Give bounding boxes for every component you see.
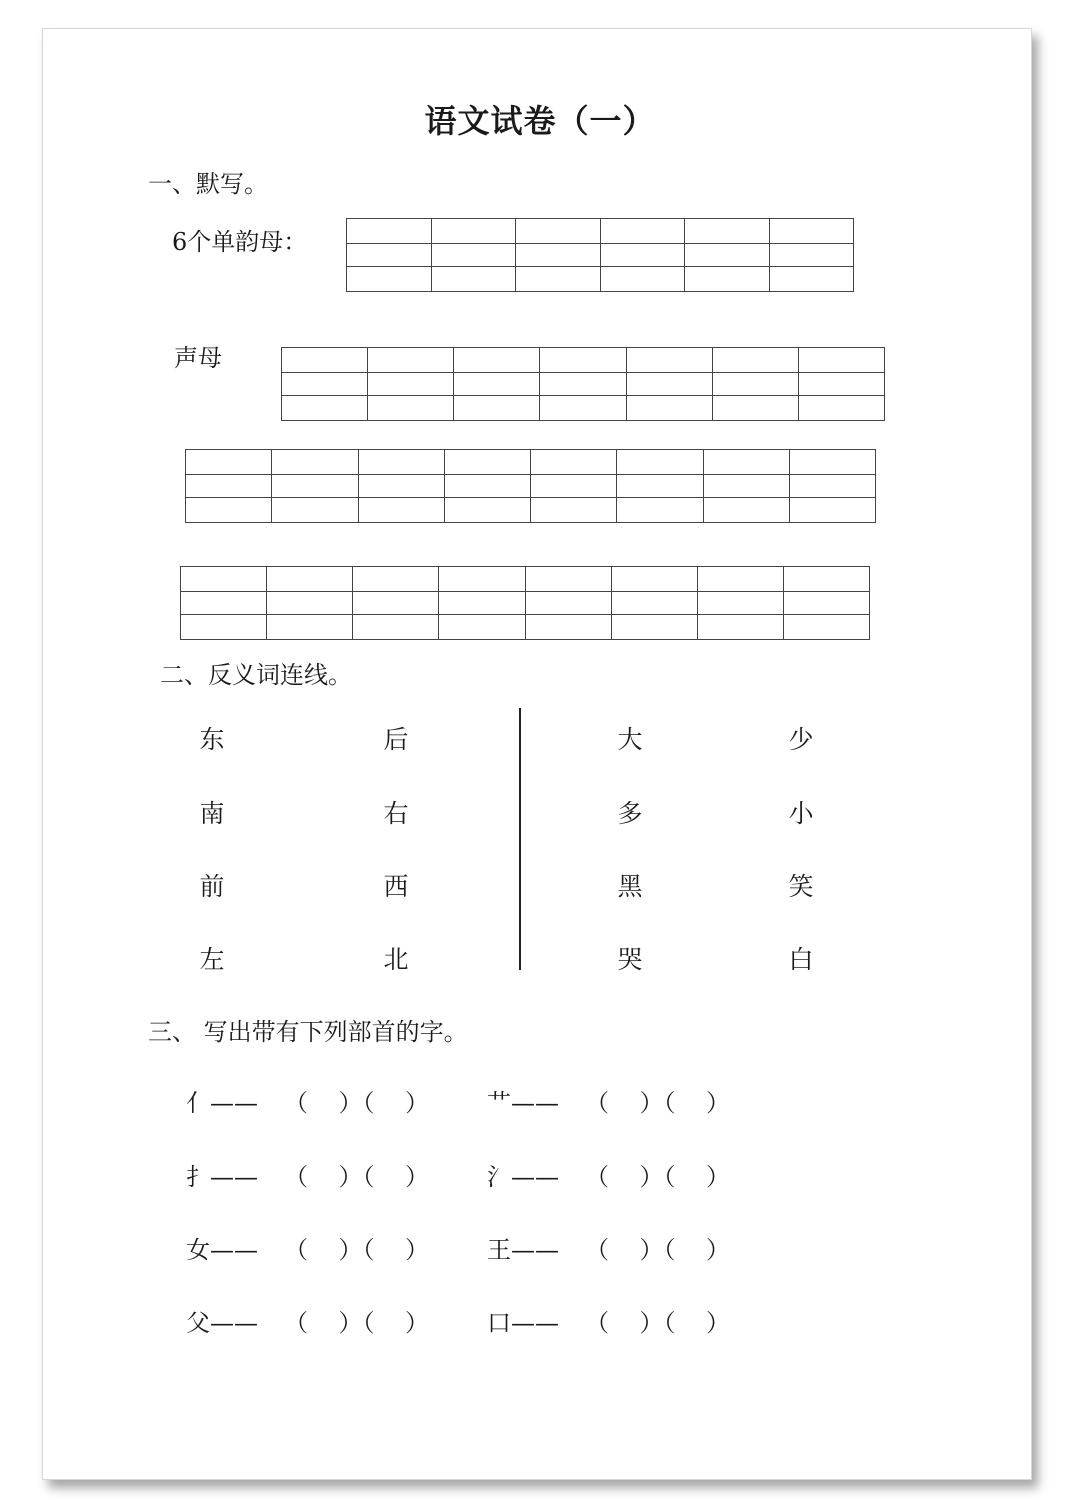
- word-left-a-2[interactable]: 前: [199, 872, 225, 901]
- answer-blank-right-3[interactable]: （ ）（ ）: [585, 1309, 731, 1337]
- word-left-b-0[interactable]: 后: [383, 725, 409, 754]
- grid-cell[interactable]: [181, 615, 267, 640]
- grid-cell[interactable]: [798, 373, 884, 396]
- grid-cell[interactable]: [798, 348, 884, 373]
- grid-cell[interactable]: [347, 219, 432, 244]
- divider-line: [519, 708, 521, 970]
- section-1-heading: 一、默写。: [148, 170, 268, 198]
- initials-writing-grid-1[interactable]: [281, 347, 885, 421]
- grid-row: [186, 450, 876, 475]
- grid-cell[interactable]: [531, 475, 617, 498]
- grid-cell[interactable]: [798, 396, 884, 421]
- word-right-b-2[interactable]: 笑: [788, 872, 814, 901]
- grid-cell[interactable]: [703, 498, 789, 523]
- grid-cell[interactable]: [626, 373, 712, 396]
- grid-cell[interactable]: [525, 615, 611, 640]
- word-right-a-0[interactable]: 大: [617, 725, 643, 754]
- grid-cell[interactable]: [516, 219, 601, 244]
- grid-cell[interactable]: [431, 219, 516, 244]
- grid-cell[interactable]: [703, 475, 789, 498]
- grid-cell[interactable]: [531, 498, 617, 523]
- grid-cell[interactable]: [347, 267, 432, 292]
- grid-cell[interactable]: [272, 450, 358, 475]
- grid-cell[interactable]: [444, 475, 530, 498]
- grid-cell[interactable]: [540, 373, 626, 396]
- grid-cell[interactable]: [525, 567, 611, 592]
- grid-cell[interactable]: [368, 396, 454, 421]
- radical-right-2: 王——: [487, 1236, 559, 1264]
- word-left-a-1[interactable]: 南: [199, 799, 225, 828]
- answer-blank-right-0[interactable]: （ ）（ ）: [585, 1089, 731, 1117]
- radical-left-2: 女——: [186, 1236, 258, 1264]
- grid-cell[interactable]: [516, 244, 601, 267]
- grid-cell[interactable]: [358, 450, 444, 475]
- radical-left-0: 亻——: [186, 1089, 258, 1117]
- grid-row: [181, 592, 870, 615]
- word-left-b-2[interactable]: 西: [383, 872, 409, 901]
- grid-row: [181, 567, 870, 592]
- grid-row: [181, 615, 870, 640]
- initials-writing-grid-3[interactable]: [180, 566, 870, 640]
- answer-blank-left-0[interactable]: （ ）（ ）: [284, 1089, 430, 1117]
- grid-cell[interactable]: [454, 373, 540, 396]
- grid-cell[interactable]: [444, 498, 530, 523]
- grid-row: [186, 498, 876, 523]
- grid-cell[interactable]: [267, 592, 353, 615]
- vowels-writing-grid[interactable]: [346, 218, 854, 292]
- grid-cell[interactable]: [282, 396, 368, 421]
- grid-cell[interactable]: [368, 373, 454, 396]
- grid-cell[interactable]: [789, 475, 875, 498]
- section-2-heading: 二、反义词连线。: [160, 661, 352, 689]
- grid-cell[interactable]: [439, 615, 525, 640]
- grid-cell[interactable]: [181, 567, 267, 592]
- grid-cell[interactable]: [267, 615, 353, 640]
- word-left-a-0[interactable]: 东: [199, 725, 225, 754]
- grid-cell[interactable]: [353, 567, 439, 592]
- word-right-b-1[interactable]: 小: [788, 799, 814, 828]
- grid-cell[interactable]: [186, 475, 272, 498]
- grid-cell[interactable]: [626, 396, 712, 421]
- word-left-b-3[interactable]: 北: [383, 945, 409, 974]
- grid-cell[interactable]: [697, 615, 783, 640]
- grid-cell[interactable]: [789, 450, 875, 475]
- grid-cell[interactable]: [181, 592, 267, 615]
- word-left-a-3[interactable]: 左: [199, 945, 225, 974]
- grid-row: [282, 348, 885, 373]
- grid-cell[interactable]: [685, 219, 770, 244]
- grid-cell[interactable]: [600, 267, 685, 292]
- initials-label: 声母: [174, 344, 222, 372]
- grid-cell[interactable]: [712, 373, 798, 396]
- grid-row: [186, 475, 876, 498]
- word-right-b-0[interactable]: 少: [788, 725, 814, 754]
- radical-right-0: 艹——: [487, 1089, 559, 1117]
- grid-cell[interactable]: [712, 348, 798, 373]
- grid-row: [282, 396, 885, 421]
- radical-right-3: 口——: [487, 1309, 559, 1337]
- vowels-label: 6个单韵母：: [172, 228, 308, 256]
- grid-cell[interactable]: [516, 267, 601, 292]
- grid-cell[interactable]: [626, 348, 712, 373]
- grid-row: [347, 267, 854, 292]
- grid-cell[interactable]: [431, 267, 516, 292]
- grid-cell[interactable]: [611, 592, 697, 615]
- grid-cell[interactable]: [431, 244, 516, 267]
- grid-cell[interactable]: [272, 498, 358, 523]
- grid-row: [347, 244, 854, 267]
- grid-cell[interactable]: [769, 267, 854, 292]
- answer-blank-left-2[interactable]: （ ）（ ）: [284, 1236, 430, 1264]
- grid-cell[interactable]: [783, 615, 869, 640]
- grid-cell[interactable]: [540, 396, 626, 421]
- word-right-b-3[interactable]: 白: [788, 945, 814, 974]
- section-3-heading: 三、 写出带有下列部首的字。: [148, 1018, 468, 1046]
- grid-cell[interactable]: [282, 348, 368, 373]
- word-right-a-1[interactable]: 多: [617, 799, 643, 828]
- answer-blank-left-1[interactable]: （ ）（ ）: [284, 1163, 430, 1191]
- grid-cell[interactable]: [525, 592, 611, 615]
- grid-cell[interactable]: [353, 592, 439, 615]
- grid-cell[interactable]: [697, 567, 783, 592]
- grid-cell[interactable]: [186, 498, 272, 523]
- grid-cell[interactable]: [703, 450, 789, 475]
- radical-right-1: 氵——: [487, 1163, 559, 1191]
- grid-row: [282, 373, 885, 396]
- grid-cell[interactable]: [540, 348, 626, 373]
- grid-cell[interactable]: [611, 615, 697, 640]
- grid-cell[interactable]: [439, 592, 525, 615]
- grid-cell[interactable]: [186, 450, 272, 475]
- grid-cell[interactable]: [617, 475, 703, 498]
- grid-cell[interactable]: [368, 348, 454, 373]
- grid-cell[interactable]: [697, 592, 783, 615]
- grid-cell[interactable]: [617, 498, 703, 523]
- grid-cell[interactable]: [600, 219, 685, 244]
- grid-cell[interactable]: [454, 348, 540, 373]
- answer-blank-right-1[interactable]: （ ）（ ）: [585, 1163, 731, 1191]
- grid-cell[interactable]: [769, 219, 854, 244]
- radical-left-3: 父——: [186, 1309, 258, 1337]
- initials-writing-grid-2[interactable]: [185, 449, 876, 523]
- grid-cell[interactable]: [272, 475, 358, 498]
- page-title: 语文试卷（一）: [424, 102, 656, 140]
- grid-cell[interactable]: [358, 498, 444, 523]
- grid-cell[interactable]: [454, 396, 540, 421]
- answer-blank-right-2[interactable]: （ ）（ ）: [585, 1236, 731, 1264]
- grid-cell[interactable]: [531, 450, 617, 475]
- word-right-a-2[interactable]: 黑: [617, 872, 643, 901]
- grid-cell[interactable]: [783, 592, 869, 615]
- grid-cell[interactable]: [685, 244, 770, 267]
- word-left-b-1[interactable]: 右: [383, 799, 409, 828]
- grid-cell[interactable]: [783, 567, 869, 592]
- grid-cell[interactable]: [353, 615, 439, 640]
- grid-cell[interactable]: [358, 475, 444, 498]
- grid-cell[interactable]: [611, 567, 697, 592]
- grid-cell[interactable]: [282, 373, 368, 396]
- answer-blank-left-3[interactable]: （ ）（ ）: [284, 1309, 430, 1337]
- radical-left-1: 扌——: [186, 1163, 258, 1191]
- grid-cell[interactable]: [789, 498, 875, 523]
- grid-cell[interactable]: [600, 244, 685, 267]
- grid-cell[interactable]: [769, 244, 854, 267]
- grid-cell[interactable]: [444, 450, 530, 475]
- grid-cell[interactable]: [347, 244, 432, 267]
- grid-cell[interactable]: [712, 396, 798, 421]
- grid-row: [347, 219, 854, 244]
- grid-cell[interactable]: [439, 567, 525, 592]
- grid-cell[interactable]: [267, 567, 353, 592]
- grid-cell[interactable]: [685, 267, 770, 292]
- word-right-a-3[interactable]: 哭: [617, 945, 643, 974]
- grid-cell[interactable]: [617, 450, 703, 475]
